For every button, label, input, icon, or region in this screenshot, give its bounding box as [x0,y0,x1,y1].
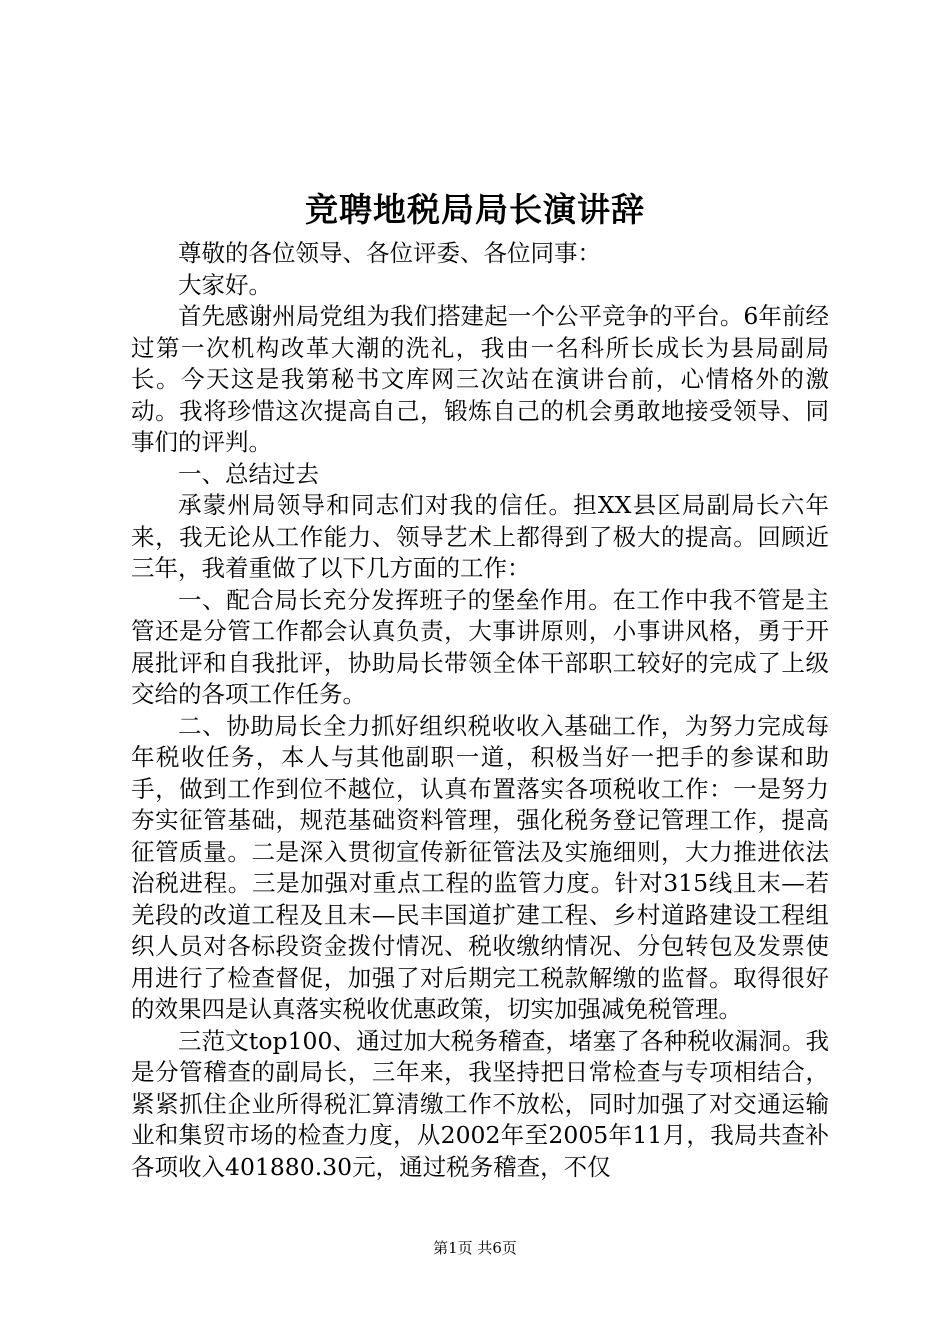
document-title: 竞聘地税局局长演讲辞 [305,190,645,229]
paragraph-overview: 承蒙州局领导和同志们对我的信任。担XX县区局副局长六年来，我无论从工作能力、领导艺术上都得到了极大的提高。回顾近三年，我着重做了以下几方面的工作： [131,491,829,582]
paragraph-point-three: 三范文top100、通过加大税务稽查，堵塞了各种税收漏洞。我是分管稽查的副局长，三年来，我坚持把日常检查与专项相结合，紧紧抓住企业所得税汇算清缴工作不放松，同时加强了对交通运输业和集贸市场的检查力度，从2002年至2005年11月，我局共查补各项收入401880.30元，通过税务稽查，不仅 [131,1026,829,1181]
paragraph-salutation: 尊敬的各位领导、各位评委、各位同事： [178,239,601,267]
paragraph-point-one: 一、配合局长充分发挥班子的堡垒作用。在工作中我不管是主管还是分管工作都会认真负责，大事讲原则，小事讲风格，勇于开展批评和自我批评，协助局长带领全体干部职工较好的完成了上级交给的各项工作任务。 [131,585,829,708]
page-number-footer: 第1页 共6页 [433,1239,517,1257]
document-body [131,238,829,1183]
section-heading-summary: 一、总结过去 [178,459,319,488]
paragraph-point-two: 二、协助局长全力抓好组织税收收入基础工作，为努力完成每年税收任务，本人与其他副职一道，积极当好一把手的参谋和助手，做到工作到位不越位，认真布置落实各项税收工作：一是努力夯实征管基础，规范基础资料管理，强化税务登记管理工作，提高征管质量。二是深入贯彻宣传新征管法及实施细则，大力推进依法治税进程。三是加强对重点工程的监管力度。针对315线且末—若羌段的改道工程及且末—民丰国道扩建工程、乡村道路建设工程组织人员对各标段资金拨付情况、税收缴纳情况、分包转包及发票使用进行了检查督促，加强了对后期完工税款解缴的监督。取得很好的效果四是认真落实税收优惠政策，切实加强减免税管理。 [131,711,829,1023]
paragraph-greeting: 大家好。 [178,270,272,299]
paragraph-intro: 首先感谢州局党组为我们搭建起一个公平竞争的平台。6年前经过第一次机构改革大潮的洗礼，我由一名科所长成长为县局副局长。今天这是我第秘书文库网三次站在演讲台前，心情格外的激动。我将珍惜这次提高自己，锻炼自己的机会勇敢地接受领导、同事们的评判。 [131,302,829,456]
